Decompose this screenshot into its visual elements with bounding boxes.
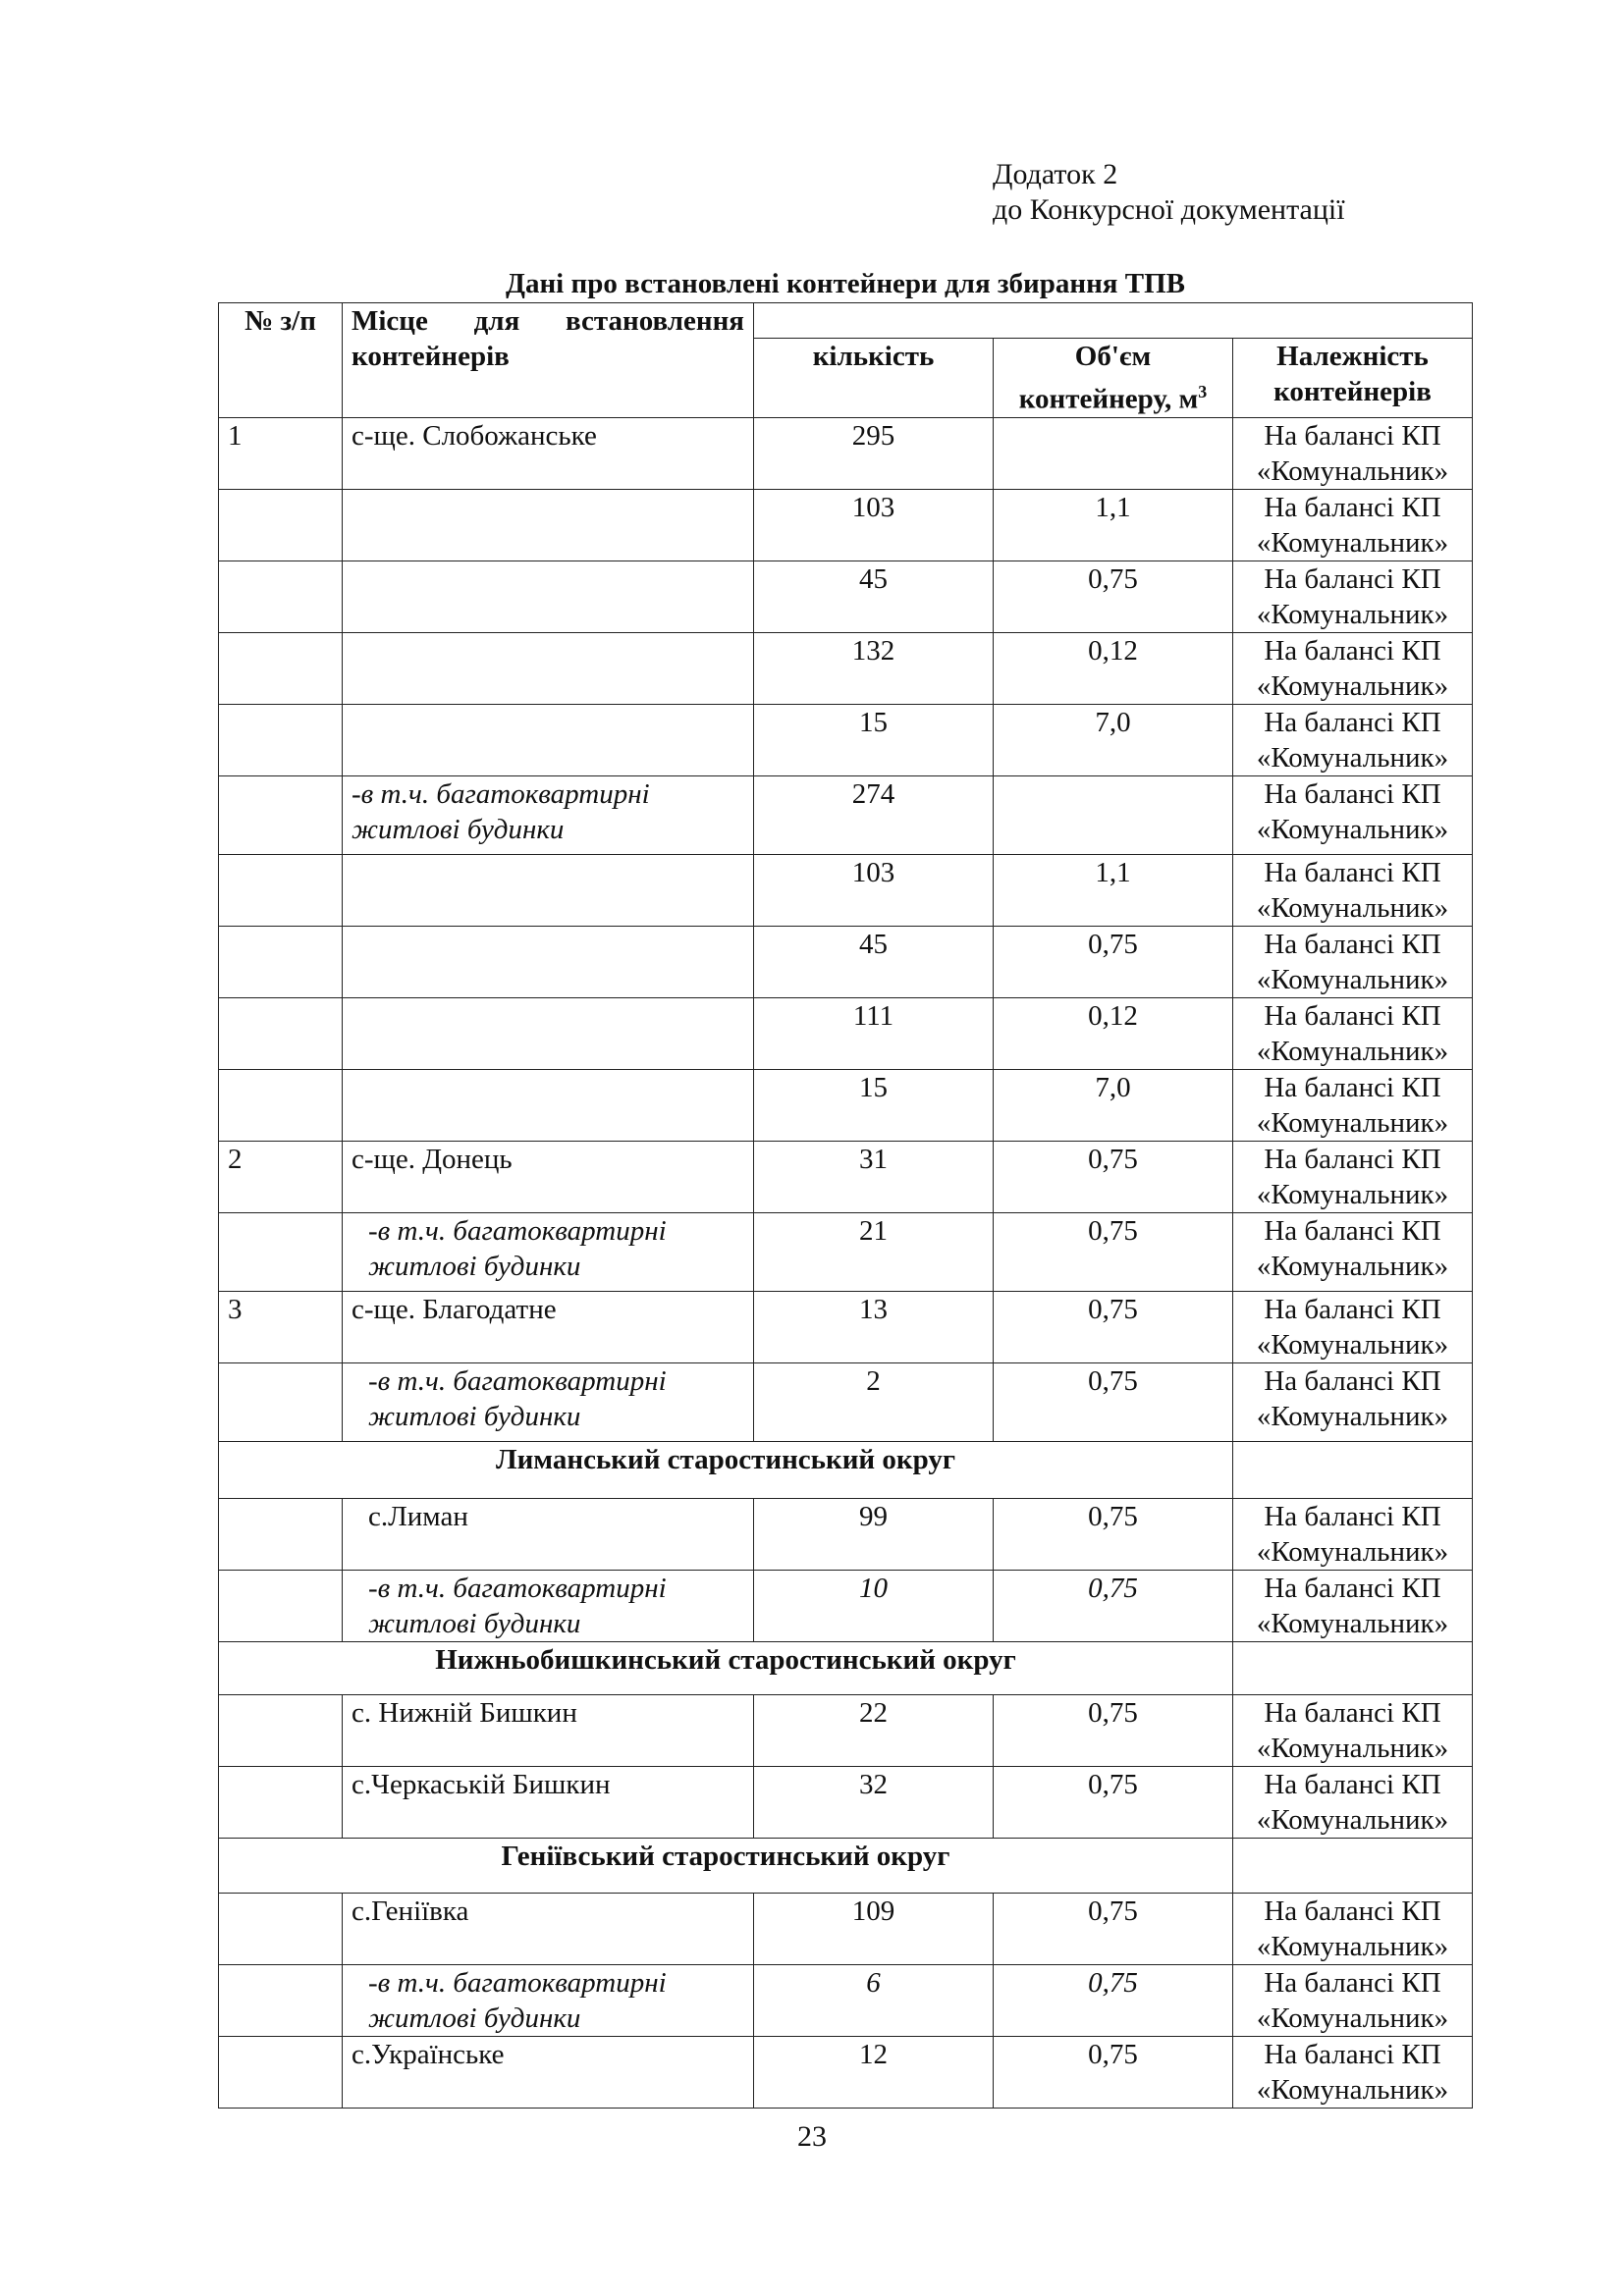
cell-num	[219, 1964, 343, 2036]
cell-volume: 0,75	[994, 1964, 1233, 2036]
annex-line-1: Додаток 2	[993, 158, 1118, 190]
table-row	[219, 1694, 1473, 1766]
table-row	[219, 632, 1473, 704]
cell-volume: 0,75	[994, 1141, 1233, 1212]
document-title: Дані про встановлені контейнери для збирання ТПВ	[506, 268, 1185, 299]
cell-qty: 103	[754, 854, 994, 926]
cell-place	[343, 489, 754, 561]
table-row	[219, 489, 1473, 561]
cell-place: -в т.ч. багатоквартирні житлові будинки	[343, 775, 754, 854]
annex-note	[993, 157, 1345, 228]
cell-num	[219, 561, 343, 632]
cell-qty: 109	[754, 1893, 994, 1964]
table-row	[219, 417, 1473, 489]
cell-owner: На балансі КП «Комунальник»	[1233, 1964, 1473, 2036]
cell-qty: 274	[754, 775, 994, 854]
table-row	[219, 1141, 1473, 1212]
cell-num	[219, 997, 343, 1069]
table-row	[219, 1362, 1473, 1441]
cell-owner: На балансі КП «Комунальник»	[1233, 1212, 1473, 1291]
table-row	[219, 1570, 1473, 1641]
cell-num: 1	[219, 417, 343, 489]
cell-qty: 45	[754, 926, 994, 997]
cell-owner: На балансі КП «Комунальник»	[1233, 1893, 1473, 1964]
cell-place	[343, 1069, 754, 1141]
cell-num	[219, 1362, 343, 1441]
cell-qty: 15	[754, 1069, 994, 1141]
cell-qty: 111	[754, 997, 994, 1069]
header-place: Місце для встановлення контейнерів	[343, 303, 754, 418]
section-empty-cell	[1233, 1838, 1473, 1893]
cell-num	[219, 1069, 343, 1141]
cell-owner: На балансі КП «Комунальник»	[1233, 1069, 1473, 1141]
cell-owner: На балансі КП «Комунальник»	[1233, 417, 1473, 489]
cell-owner: На балансі КП «Комунальник»	[1233, 854, 1473, 926]
section-label: Геніївський старостинський округ	[219, 1838, 1233, 1893]
table-row	[219, 1212, 1473, 1291]
table-row	[219, 997, 1473, 1069]
cell-owner: На балансі КП «Комунальник»	[1233, 2036, 1473, 2108]
cell-place: с-ще. Слобожанське	[343, 417, 754, 489]
cell-num	[219, 926, 343, 997]
header-qty: кількість	[754, 339, 994, 418]
cell-place	[343, 632, 754, 704]
section-row	[219, 1641, 1473, 1694]
cell-place: с.Лиман	[343, 1498, 754, 1570]
cell-qty: 21	[754, 1212, 994, 1291]
cell-place: с.Геніївка	[343, 1893, 754, 1964]
section-label: Лиманський старостинський округ	[219, 1441, 1233, 1498]
cell-volume: 0,75	[994, 561, 1233, 632]
cell-place: -в т.ч. багатоквартирні житлові будинки	[343, 1212, 754, 1291]
cell-owner: На балансі КП «Комунальник»	[1233, 704, 1473, 775]
cell-qty: 45	[754, 561, 994, 632]
header-volume-label: Об'єм контейнеру, м	[1018, 341, 1199, 415]
cell-num	[219, 1694, 343, 1766]
section-empty-cell	[1233, 1641, 1473, 1694]
cell-volume: 0,75	[994, 1893, 1233, 1964]
table-row	[219, 854, 1473, 926]
cell-place: с.Українське	[343, 2036, 754, 2108]
page-number: 23	[797, 2120, 827, 2153]
cell-volume: 0,75	[994, 1291, 1233, 1362]
cell-owner: На балансі КП «Комунальник»	[1233, 1362, 1473, 1441]
cell-volume: 1,1	[994, 854, 1233, 926]
header-volume-sup: 3	[1198, 382, 1208, 401]
cell-place	[343, 704, 754, 775]
cell-qty: 295	[754, 417, 994, 489]
table-row	[219, 926, 1473, 997]
cell-place: -в т.ч. багатоквартирні житлові будинки	[343, 1362, 754, 1441]
cell-num	[219, 1498, 343, 1570]
cell-volume	[994, 417, 1233, 489]
cell-place	[343, 997, 754, 1069]
header-owner: Належність контейнерів	[1233, 339, 1473, 418]
cell-place: -в т.ч. багатоквартирні житлові будинки	[343, 1570, 754, 1641]
cell-place: -в т.ч. багатоквартирні житлові будинки	[343, 1964, 754, 2036]
cell-qty: 22	[754, 1694, 994, 1766]
cell-owner: На балансі КП «Комунальник»	[1233, 1291, 1473, 1362]
annex-line-2: до Конкурсної документації	[993, 193, 1345, 226]
cell-place	[343, 854, 754, 926]
cell-place	[343, 926, 754, 997]
header-group-empty	[754, 303, 1473, 339]
cell-volume: 0,75	[994, 1766, 1233, 1838]
cell-volume: 0,75	[994, 926, 1233, 997]
section-label: Нижньобишкинський старостинський округ	[219, 1641, 1233, 1694]
cell-owner: На балансі КП «Комунальник»	[1233, 489, 1473, 561]
header-volume	[994, 339, 1233, 418]
cell-qty: 12	[754, 2036, 994, 2108]
cell-num	[219, 489, 343, 561]
cell-qty: 31	[754, 1141, 994, 1212]
cell-num	[219, 775, 343, 854]
cell-place: с-ще. Благодатне	[343, 1291, 754, 1362]
section-empty-cell	[1233, 1441, 1473, 1498]
cell-owner: На балансі КП «Комунальник»	[1233, 632, 1473, 704]
cell-owner: На балансі КП «Комунальник»	[1233, 561, 1473, 632]
cell-qty: 13	[754, 1291, 994, 1362]
cell-qty: 103	[754, 489, 994, 561]
cell-volume: 0,75	[994, 1362, 1233, 1441]
table-row	[219, 561, 1473, 632]
header-num: № з/п	[219, 303, 343, 418]
table-row	[219, 1893, 1473, 1964]
cell-volume: 0,75	[994, 1570, 1233, 1641]
cell-place: с.Черкаській Бишкин	[343, 1766, 754, 1838]
cell-owner: На балансі КП «Комунальник»	[1233, 1498, 1473, 1570]
cell-owner: На балансі КП «Комунальник»	[1233, 1694, 1473, 1766]
table-row	[219, 1766, 1473, 1838]
cell-qty: 32	[754, 1766, 994, 1838]
cell-num: 2	[219, 1141, 343, 1212]
cell-num	[219, 1570, 343, 1641]
cell-volume: 0,75	[994, 1212, 1233, 1291]
table-row	[219, 2036, 1473, 2108]
table-row	[219, 1291, 1473, 1362]
cell-num	[219, 854, 343, 926]
cell-num	[219, 704, 343, 775]
cell-num	[219, 1212, 343, 1291]
cell-owner: На балансі КП «Комунальник»	[1233, 1141, 1473, 1212]
cell-volume: 7,0	[994, 704, 1233, 775]
table-row	[219, 1498, 1473, 1570]
cell-qty: 10	[754, 1570, 994, 1641]
cell-volume	[994, 775, 1233, 854]
cell-place: с-ще. Донець	[343, 1141, 754, 1212]
cell-place	[343, 561, 754, 632]
cell-place: с. Нижній Бишкин	[343, 1694, 754, 1766]
cell-qty: 15	[754, 704, 994, 775]
table-row	[219, 775, 1473, 854]
cell-volume: 0,12	[994, 632, 1233, 704]
cell-qty: 6	[754, 1964, 994, 2036]
section-row	[219, 1441, 1473, 1498]
cell-owner: На балансі КП «Комунальник»	[1233, 926, 1473, 997]
cell-volume: 0,75	[994, 1694, 1233, 1766]
section-row	[219, 1838, 1473, 1893]
cell-num	[219, 2036, 343, 2108]
cell-num	[219, 1893, 343, 1964]
cell-owner: На балансі КП «Комунальник»	[1233, 997, 1473, 1069]
cell-volume: 0,75	[994, 2036, 1233, 2108]
cell-qty: 2	[754, 1362, 994, 1441]
cell-volume: 1,1	[994, 489, 1233, 561]
cell-owner: На балансі КП «Комунальник»	[1233, 775, 1473, 854]
cell-volume: 0,12	[994, 997, 1233, 1069]
header-row-top	[219, 303, 1473, 339]
table-row	[219, 1964, 1473, 2036]
cell-volume: 7,0	[994, 1069, 1233, 1141]
containers-table	[218, 302, 1473, 2109]
cell-owner: На балансі КП «Комунальник»	[1233, 1570, 1473, 1641]
cell-num	[219, 1766, 343, 1838]
cell-volume: 0,75	[994, 1498, 1233, 1570]
cell-owner: На балансі КП «Комунальник»	[1233, 1766, 1473, 1838]
cell-qty: 99	[754, 1498, 994, 1570]
table-row	[219, 704, 1473, 775]
cell-num	[219, 632, 343, 704]
cell-num: 3	[219, 1291, 343, 1362]
table-row	[219, 1069, 1473, 1141]
cell-qty: 132	[754, 632, 994, 704]
